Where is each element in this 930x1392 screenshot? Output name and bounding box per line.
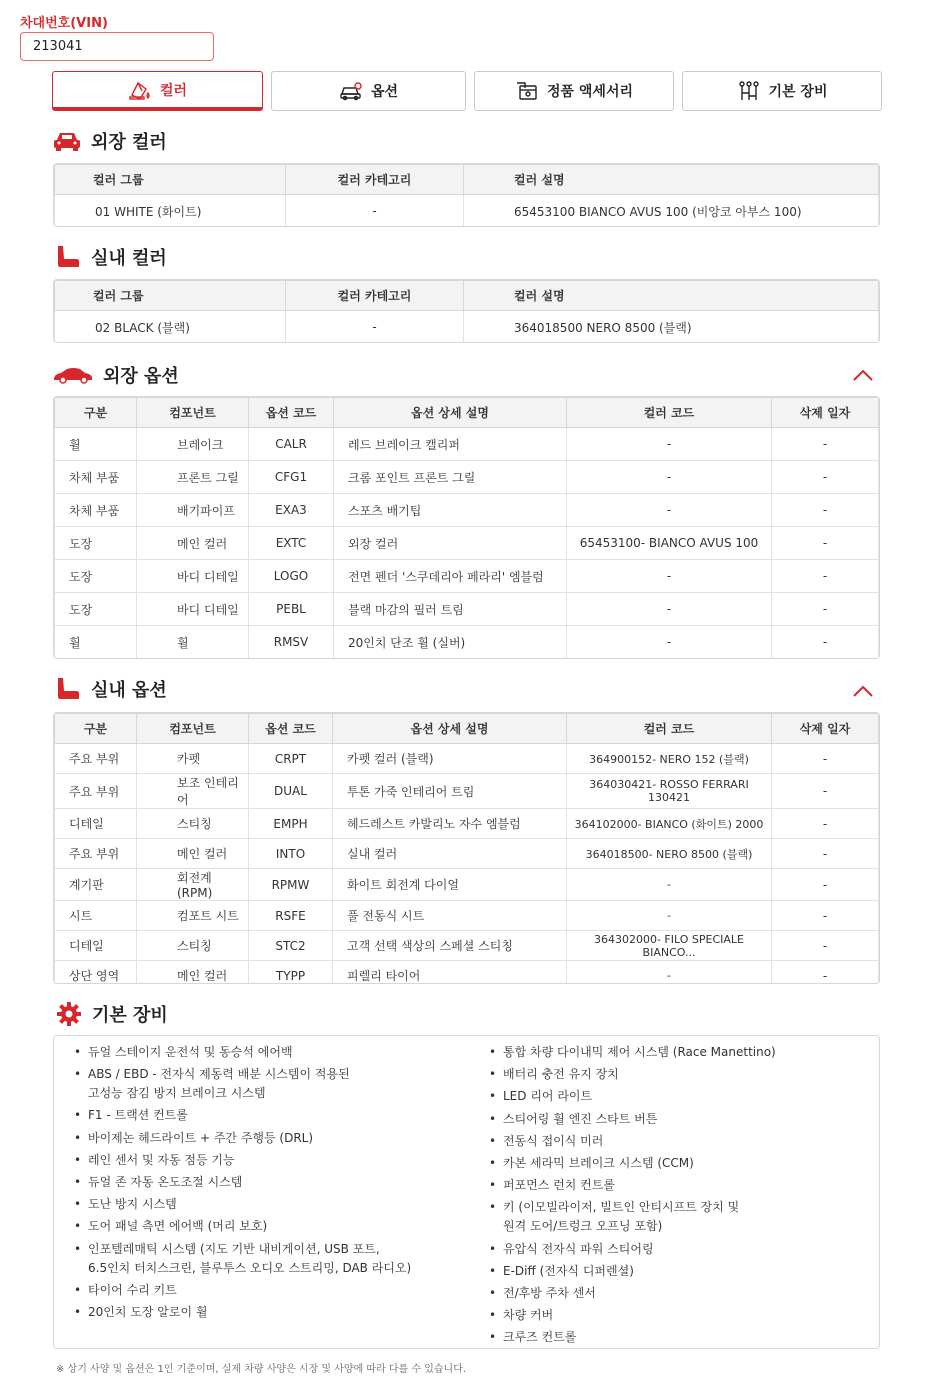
table-cell: - [286, 311, 464, 344]
table-cell: 회전계 (RPM) [137, 869, 249, 901]
tab-options-label: 옵션 [370, 84, 399, 100]
table-cell: 외장 컬러 [334, 527, 567, 560]
equipment-item-text: • 듀얼 존 자동 온도조절 시스템 [88, 1174, 243, 1189]
interior-color-table [53, 279, 880, 343]
table-cell: 주요 부위 [55, 774, 137, 809]
table-cell: 풀 전동식 시트 [333, 901, 567, 931]
table-cell: 주요 부위 [55, 744, 137, 774]
tab-accessories[interactable] [474, 71, 674, 111]
table-cell: - [772, 869, 879, 901]
equipment-item [74, 1106, 474, 1125]
table-header-row [55, 398, 879, 428]
interior-color-heading [55, 244, 167, 270]
exterior-options-heading [53, 362, 179, 388]
equipment-item-text: • 전/후방 주차 센서 [503, 1285, 596, 1300]
exterior-color-title: 외장 컬러 [91, 132, 167, 153]
equipment-item-text: • 타이어 수리 키트 [88, 1282, 177, 1297]
tab-options[interactable] [271, 71, 466, 111]
table-cell: RMSV [249, 626, 334, 659]
equipment-list-right [489, 1043, 869, 1350]
footnote: ※ 상기 사양 및 옵션은 1인 기준이며, 실제 차량 사양은 시장 및 사양에 따라 다를 수 있습니다. [56, 1364, 467, 1375]
table-cell: 주요 부위 [55, 839, 137, 869]
table-cell: RSFE [249, 901, 333, 931]
table-cell: STC2 [249, 931, 333, 961]
table-cell: 카펫 컬러 (블랙) [333, 744, 567, 774]
column-header: 컴포넌트 [137, 714, 249, 744]
table-cell: - [567, 593, 772, 626]
equipment-list-left [74, 1043, 474, 1325]
equipment-item [489, 1065, 869, 1084]
column-header: 컬러 카테고리 [286, 281, 464, 311]
table-cell: 65453100 BIANCO AVUS 100 (비앙코 아부스 100) [464, 195, 879, 228]
column-header: 삭제 일자 [772, 398, 879, 428]
table-header-row [55, 281, 879, 311]
equipment-item-text: • ABS / EBD - 전자식 제동력 배분 시스템이 적용된 고성능 잠김 방지 브레이크 시스템 [88, 1067, 350, 1101]
table-cell: CFG1 [249, 461, 334, 494]
equipment-item [489, 1154, 869, 1173]
table-cell: 02 BLACK (블랙) [55, 311, 286, 344]
table-row [55, 461, 879, 494]
equipment-item-text: • 도난 방지 시스템 [88, 1197, 177, 1212]
equipment-item [489, 1262, 869, 1281]
table-cell: - [567, 494, 772, 527]
table-cell: 휠 [55, 626, 137, 659]
equipment-item [74, 1129, 474, 1148]
column-header: 컬러 코드 [567, 714, 772, 744]
gear-icon [56, 1001, 82, 1027]
table-cell: 계기판 [55, 869, 137, 901]
table-cell: TYPP [249, 961, 333, 985]
column-header: 컬러 그룹 [55, 165, 286, 195]
table-cell: 컴포트 시트 [137, 901, 249, 931]
tab-bar [52, 71, 882, 111]
equipment-item-text: • 키 (이모빌라이저, 빌트인 안티시프트 장치 및 원격 도어/트렁크 오프닝 포함) [503, 1200, 740, 1234]
accessory-box-icon [515, 80, 539, 102]
equipment-item [74, 1065, 474, 1103]
column-header: 컬러 설명 [464, 281, 879, 311]
table-row [55, 961, 879, 985]
table-cell: EXA3 [249, 494, 334, 527]
table-cell: - [772, 809, 879, 839]
equipment-item [489, 1306, 869, 1325]
table-cell: 364018500 NERO 8500 (블랙) [464, 311, 879, 344]
table-row [55, 931, 879, 961]
table-cell: 도장 [55, 593, 137, 626]
tab-color-label: 컬러 [159, 82, 188, 99]
equipment-item-text: • 스티어링 휠 엔진 스타트 버튼 [503, 1111, 658, 1126]
equipment-item [489, 1110, 869, 1129]
column-header: 구분 [55, 714, 137, 744]
table-cell: 디테일 [55, 931, 137, 961]
exterior-options-title: 외장 옵션 [103, 366, 179, 387]
table-cell: - [772, 527, 879, 560]
table-cell: 도장 [55, 560, 137, 593]
equipment-item [489, 1240, 869, 1259]
table-row [55, 774, 879, 809]
equipment-item [74, 1303, 474, 1322]
column-header: 옵션 코드 [249, 398, 334, 428]
table-cell: 레드 브레이크 캘리퍼 [334, 428, 567, 461]
column-header: 구분 [55, 398, 137, 428]
table-cell: 차체 부품 [55, 494, 137, 527]
interior-options-table [53, 712, 880, 984]
table-cell: 도장 [55, 527, 137, 560]
table-row [55, 195, 879, 228]
equipment-item [74, 1043, 474, 1062]
equipment-grid-icon [737, 80, 761, 102]
equipment-item-text: • 바이제논 헤드라이트 + 주간 주행등 (DRL) [88, 1130, 314, 1145]
standard-equipment-box [53, 1035, 880, 1349]
equipment-item [74, 1151, 474, 1170]
table-cell: 휠 [55, 428, 137, 461]
column-header: 컬러 그룹 [55, 281, 286, 311]
equipment-item-text: • 퍼포먼스 런치 컨트롤 [503, 1178, 615, 1193]
table-cell: 스티칭 [137, 931, 249, 961]
tab-equipment[interactable] [682, 71, 882, 111]
table-cell: - [772, 839, 879, 869]
equipment-item [74, 1195, 474, 1214]
table-cell: - [772, 744, 879, 774]
equipment-item-text: • LED 리어 라이트 [503, 1089, 593, 1104]
table-cell: - [567, 428, 772, 461]
column-header: 컬러 코드 [567, 398, 772, 428]
column-header: 컬러 카테고리 [286, 165, 464, 195]
table-cell: - [567, 869, 772, 901]
table-cell: 화이트 회전계 다이얼 [333, 869, 567, 901]
column-header: 옵션 상세 설명 [333, 714, 567, 744]
table-cell: EMPH [249, 809, 333, 839]
tab-equipment-label: 기본 장비 [768, 84, 828, 100]
table-cell: PEBL [249, 593, 334, 626]
table-cell: - [772, 961, 879, 985]
table-cell: - [772, 560, 879, 593]
chevron-up-icon[interactable] [852, 368, 874, 382]
table-cell: 프론트 그릴 [137, 461, 249, 494]
table-row [55, 494, 879, 527]
table-cell: - [772, 494, 879, 527]
table-cell: 364900152- NERO 152 (블랙) [567, 744, 772, 774]
table-cell: CRPT [249, 744, 333, 774]
equipment-item [489, 1198, 869, 1236]
table-cell: - [772, 931, 879, 961]
exterior-color-table [53, 163, 880, 227]
table-cell: 메인 컬러 [137, 839, 249, 869]
table-row [55, 428, 879, 461]
table-cell: 브레이크 [137, 428, 249, 461]
exterior-color-heading [53, 128, 167, 154]
table-cell: 차체 부품 [55, 461, 137, 494]
table-cell: 크롬 포인트 프론트 그릴 [334, 461, 567, 494]
table-cell: 메인 컬러 [137, 961, 249, 985]
equipment-item-text: • 20인치 도장 알로이 휠 [88, 1304, 208, 1319]
equipment-item-text: • 도어 패널 측면 에어백 (머리 보호) [88, 1219, 268, 1234]
car-front-icon [53, 130, 81, 152]
table-cell: - [772, 461, 879, 494]
table-row [55, 744, 879, 774]
table-row [55, 560, 879, 593]
table-cell: 고객 선택 색상의 스페셜 스티칭 [333, 931, 567, 961]
table-cell: 보조 인테리어 [137, 774, 249, 809]
table-cell: EXTC [249, 527, 334, 560]
column-header: 컴포넌트 [137, 398, 249, 428]
standard-equipment-heading [56, 1001, 168, 1027]
table-cell: - [567, 560, 772, 593]
table-cell: 바디 디테일 [137, 560, 249, 593]
table-cell: - [772, 901, 879, 931]
interior-options-heading [55, 676, 167, 702]
interior-options-title: 실내 옵션 [91, 680, 167, 701]
table-cell: 디테일 [55, 809, 137, 839]
table-cell: 364030421- ROSSO FERRARI 130421 [567, 774, 772, 809]
exterior-options-table [53, 396, 880, 659]
table-cell: - [772, 593, 879, 626]
table-cell: 364102000- BIANCO (화이트) 2000 [567, 809, 772, 839]
table-cell: 배기파이프 [137, 494, 249, 527]
table-cell: - [772, 428, 879, 461]
vin-label: 차대번호(VIN) [20, 16, 108, 31]
car-side-icon [53, 366, 93, 384]
equipment-item [489, 1087, 869, 1106]
table-row [55, 839, 879, 869]
table-header-row [55, 714, 879, 744]
table-cell: RPMW [249, 869, 333, 901]
car-option-icon [339, 80, 363, 102]
equipment-item-text: • 차량 커버 [503, 1308, 554, 1323]
table-cell: - [567, 626, 772, 659]
table-row [55, 626, 879, 659]
table-row [55, 901, 879, 931]
equipment-item-text: • 인포텔레매틱 시스템 (지도 기반 내비게이션, USB 포트, 6.5인치 터치스크린, 블루투스 오디오 스트리밍, DAB 라디오) [88, 1241, 412, 1275]
column-header: 컬러 설명 [464, 165, 879, 195]
vin-input[interactable] [20, 32, 214, 61]
equipment-item [489, 1284, 869, 1303]
table-cell: 스티칭 [137, 809, 249, 839]
column-header: 옵션 코드 [249, 714, 333, 744]
table-cell: 투톤 가죽 인테리어 트림 [333, 774, 567, 809]
table-cell: - [286, 195, 464, 228]
equipment-item-text: • 듀얼 스테이지 운전석 및 동승석 에어백 [88, 1045, 293, 1059]
equipment-item [489, 1043, 869, 1062]
table-row [55, 311, 879, 344]
table-row [55, 809, 879, 839]
equipment-item [489, 1328, 869, 1347]
equipment-item-text: • 유압식 전자식 파워 스티어링 [503, 1241, 654, 1256]
table-header-row [55, 165, 879, 195]
table-cell: - [772, 774, 879, 809]
column-header: 삭제 일자 [772, 714, 879, 744]
table-cell: 실내 컬러 [333, 839, 567, 869]
table-row [55, 869, 879, 901]
table-cell: 시트 [55, 901, 137, 931]
table-cell: 헤드레스트 카발리노 자수 엠블럼 [333, 809, 567, 839]
equipment-item-text: • F1 - 트랙션 컨트롤 [88, 1108, 188, 1123]
equipment-item [489, 1176, 869, 1195]
table-cell: - [567, 961, 772, 985]
equipment-item-text: • 통합 차량 다이내믹 제어 시스템 (Race Manettino) [503, 1045, 776, 1059]
table-row [55, 593, 879, 626]
table-cell: DUAL [249, 774, 333, 809]
table-cell: 상단 영역 [55, 961, 137, 985]
table-cell: 스포츠 배기팁 [334, 494, 567, 527]
equipment-item [74, 1281, 474, 1300]
table-cell: 364018500- NERO 8500 (블랙) [567, 839, 772, 869]
table-cell: INTO [249, 839, 333, 869]
equipment-item-text: • 레인 센서 및 자동 점등 기능 [88, 1152, 235, 1167]
table-cell: 364302000- FILO SPECIALE BIANCO... [567, 931, 772, 961]
seat-icon [55, 245, 81, 269]
table-cell: 전면 펜더 '스쿠데리아 페라리' 엠블럼 [334, 560, 567, 593]
table-cell: 65453100- BIANCO AVUS 100 [567, 527, 772, 560]
equipment-item [74, 1240, 474, 1278]
tab-accessories-label: 정품 액세서리 [546, 84, 634, 100]
equipment-item [74, 1173, 474, 1192]
interior-color-title: 실내 컬러 [91, 248, 167, 269]
chevron-up-icon[interactable] [852, 684, 874, 698]
table-row [55, 527, 879, 560]
table-cell: 피렐리 타이어 [333, 961, 567, 985]
table-cell: CALR [249, 428, 334, 461]
table-cell: 카펫 [137, 744, 249, 774]
equipment-item-text: • 배터리 충전 유지 장치 [503, 1067, 619, 1082]
paint-bucket-icon [128, 79, 152, 101]
seat-icon [55, 677, 81, 701]
table-cell: - [567, 461, 772, 494]
equipment-item [489, 1132, 869, 1151]
table-cell: 블랙 마감의 필러 트림 [334, 593, 567, 626]
tab-color[interactable] [52, 71, 263, 111]
table-cell: 바디 디테일 [137, 593, 249, 626]
table-cell: - [772, 626, 879, 659]
equipment-item-text: • E-Diff (전자식 디퍼렌셜) [503, 1263, 634, 1278]
table-cell: 메인 컬러 [137, 527, 249, 560]
equipment-item-text: • 크루즈 컨트롤 [503, 1330, 577, 1345]
table-cell: 01 WHITE (화이트) [55, 195, 286, 228]
equipment-item [74, 1217, 474, 1236]
equipment-item-text: • 카본 세라믹 브레이크 시스템 (CCM) [503, 1155, 694, 1170]
standard-equipment-title: 기본 장비 [92, 1005, 168, 1026]
table-cell: 20인치 단조 휠 (실버) [334, 626, 567, 659]
equipment-item-text: • 전동식 접이식 미러 [503, 1133, 604, 1148]
table-cell: LOGO [249, 560, 334, 593]
table-cell: - [567, 901, 772, 931]
column-header: 옵션 상세 설명 [334, 398, 567, 428]
table-cell: 휠 [137, 626, 249, 659]
